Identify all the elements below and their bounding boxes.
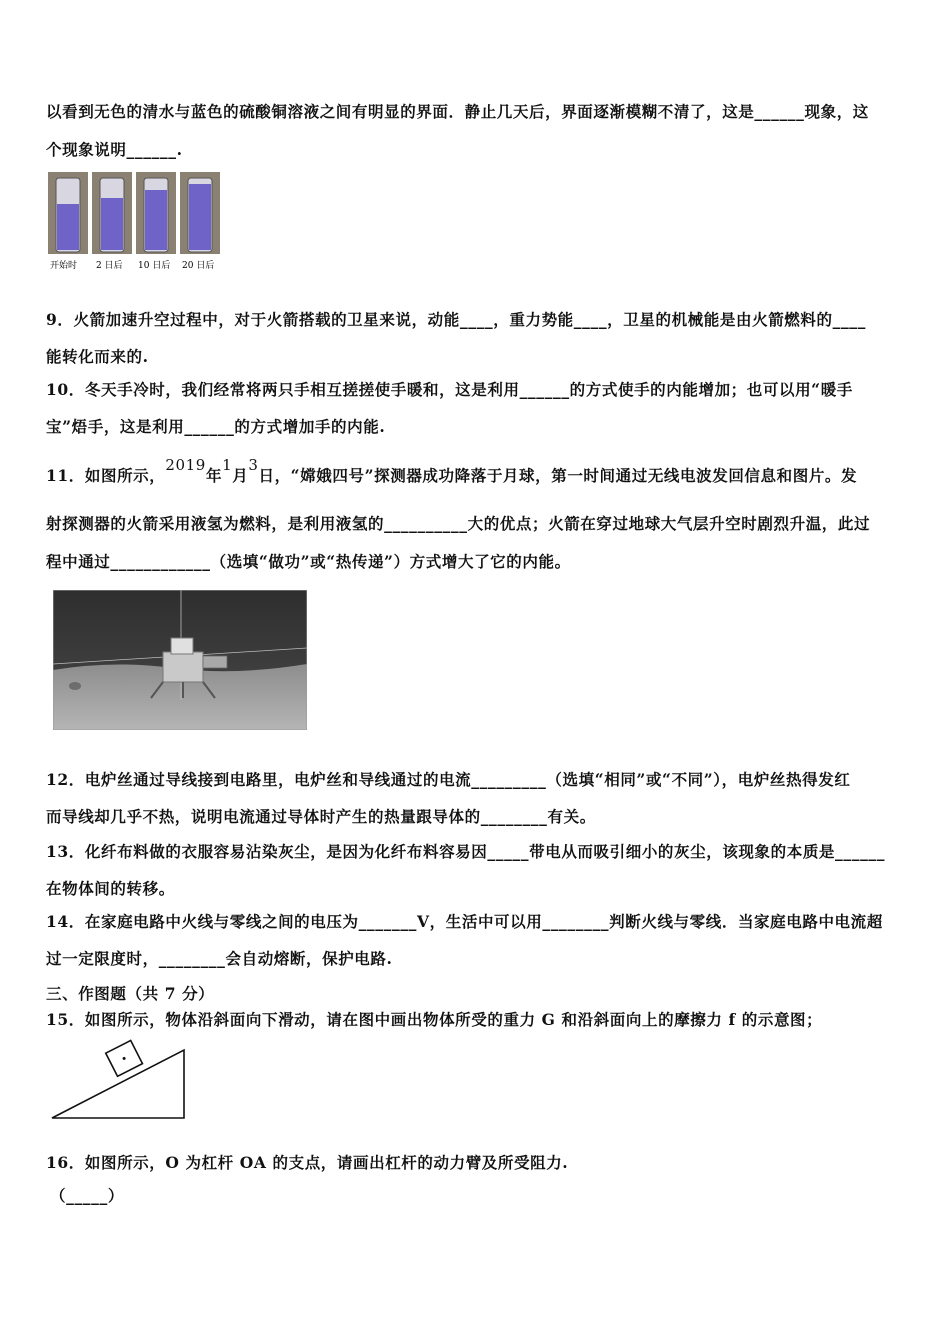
q10-line-1: 10．冬天手冷时，我们经常将两只手相互搓搓使手暖和，这是利用______的方式使手的内能增加；也可以用“暖手 [46, 380, 853, 399]
incline-figure [50, 1036, 190, 1122]
q9-line-2: 能转化而来的. [46, 347, 149, 366]
liquid-layer [189, 184, 211, 250]
q11-month: 1 [222, 456, 233, 474]
tube-day-10 [136, 172, 176, 254]
tube-caption-3: 20 日后 [182, 261, 215, 271]
lunar-lander-graphic [53, 590, 307, 730]
q11-line-3: 程中通过____________（选填“做功”或“热传递”）方式增大了它的内能。 [46, 552, 571, 571]
liquid-layer [145, 190, 167, 250]
tube-day-2 [92, 172, 132, 254]
tube-caption-1: 2 日后 [96, 261, 123, 271]
tube-caption-0: 开始时 [50, 261, 78, 271]
q11-prefix: 11．如图所示， [46, 466, 166, 485]
tube-day-20 [180, 172, 220, 254]
q12-line-1: 12．电炉丝通过导线接到电路里，电炉丝和导线通过的电流_________（选填“相同”或“不同”），电炉丝热得发红 [46, 770, 851, 789]
intro-line-1: 以看到无色的清水与蓝色的硫酸铜溶液之间有明显的界面．静止几天后，界面逐渐模糊不清了，这是______现象，这 [46, 102, 869, 121]
q10-line-2: 宝”焐手，这是利用______的方式增加手的内能. [46, 417, 386, 436]
q11-year: 2019 [165, 456, 206, 474]
section-heading: 三、作图题（共 7 分） [46, 984, 215, 1003]
q13-line-2: 在物体间的转移。 [46, 879, 175, 898]
q11-rest: 日，“嫦娥四号”探测器成功降落于月球，第一时间通过无线电波发回信息和图片。发 [258, 466, 858, 485]
liquid-layer [57, 204, 79, 250]
q11-day: 3 [248, 456, 259, 474]
q11-line-2: 射探测器的火箭采用液氢为燃料，是利用液氢的__________大的优点；火箭在穿过地球大气层升空时剧烈升温，此过 [46, 514, 871, 533]
q11-line-1 [46, 456, 858, 486]
q16-answer-blank[interactable]: （_____） [50, 1186, 124, 1205]
liquid-layer [101, 198, 123, 250]
incline-graphic [50, 1036, 190, 1122]
q11-month-unit: 月 [232, 466, 249, 485]
lunar-lander-photo [53, 590, 307, 730]
q16-line-1: 16．如图所示，O 为杠杆 OA 的支点，请画出杠杆的动力臂及所受阻力. [46, 1153, 569, 1172]
q14-line-1: 14．在家庭电路中火线与零线之间的电压为_______V，生活中可以用________判断火线与零线．当家庭电路中电流超 [46, 912, 883, 931]
tube-day-0 [48, 172, 88, 254]
intro-line-2: 个现象说明______. [46, 140, 183, 159]
q13-line-1: 13．化纤布料做的衣服容易沾染灰尘，是因为化纤布料容易因_____带电从而吸引细小的灰尘，该现象的本质是______ [46, 842, 886, 861]
q9-line-1: 9．火箭加速升空过程中，对于火箭搭载的卫星来说，动能____，重力势能____，卫星的机械能是由火箭燃料的____ [46, 310, 866, 329]
diffusion-tubes-graphic [46, 170, 222, 274]
q15-line-1: 15．如图所示，物体沿斜面向下滑动，请在图中画出物体所受的重力 G 和沿斜面向上的摩擦力 f 的示意图； [46, 1010, 823, 1029]
q11-year-unit: 年 [205, 466, 223, 485]
q14-line-2: 过一定限度时，________会自动熔断，保护电路. [46, 949, 393, 968]
tube-caption-2: 10 日后 [138, 261, 171, 271]
sliding-block [106, 1040, 143, 1076]
q12-line-2: 而导线却几乎不热，说明电流通过导体时产生的热量跟导体的________有关。 [46, 807, 596, 826]
diffusion-tubes-figure [46, 170, 222, 274]
